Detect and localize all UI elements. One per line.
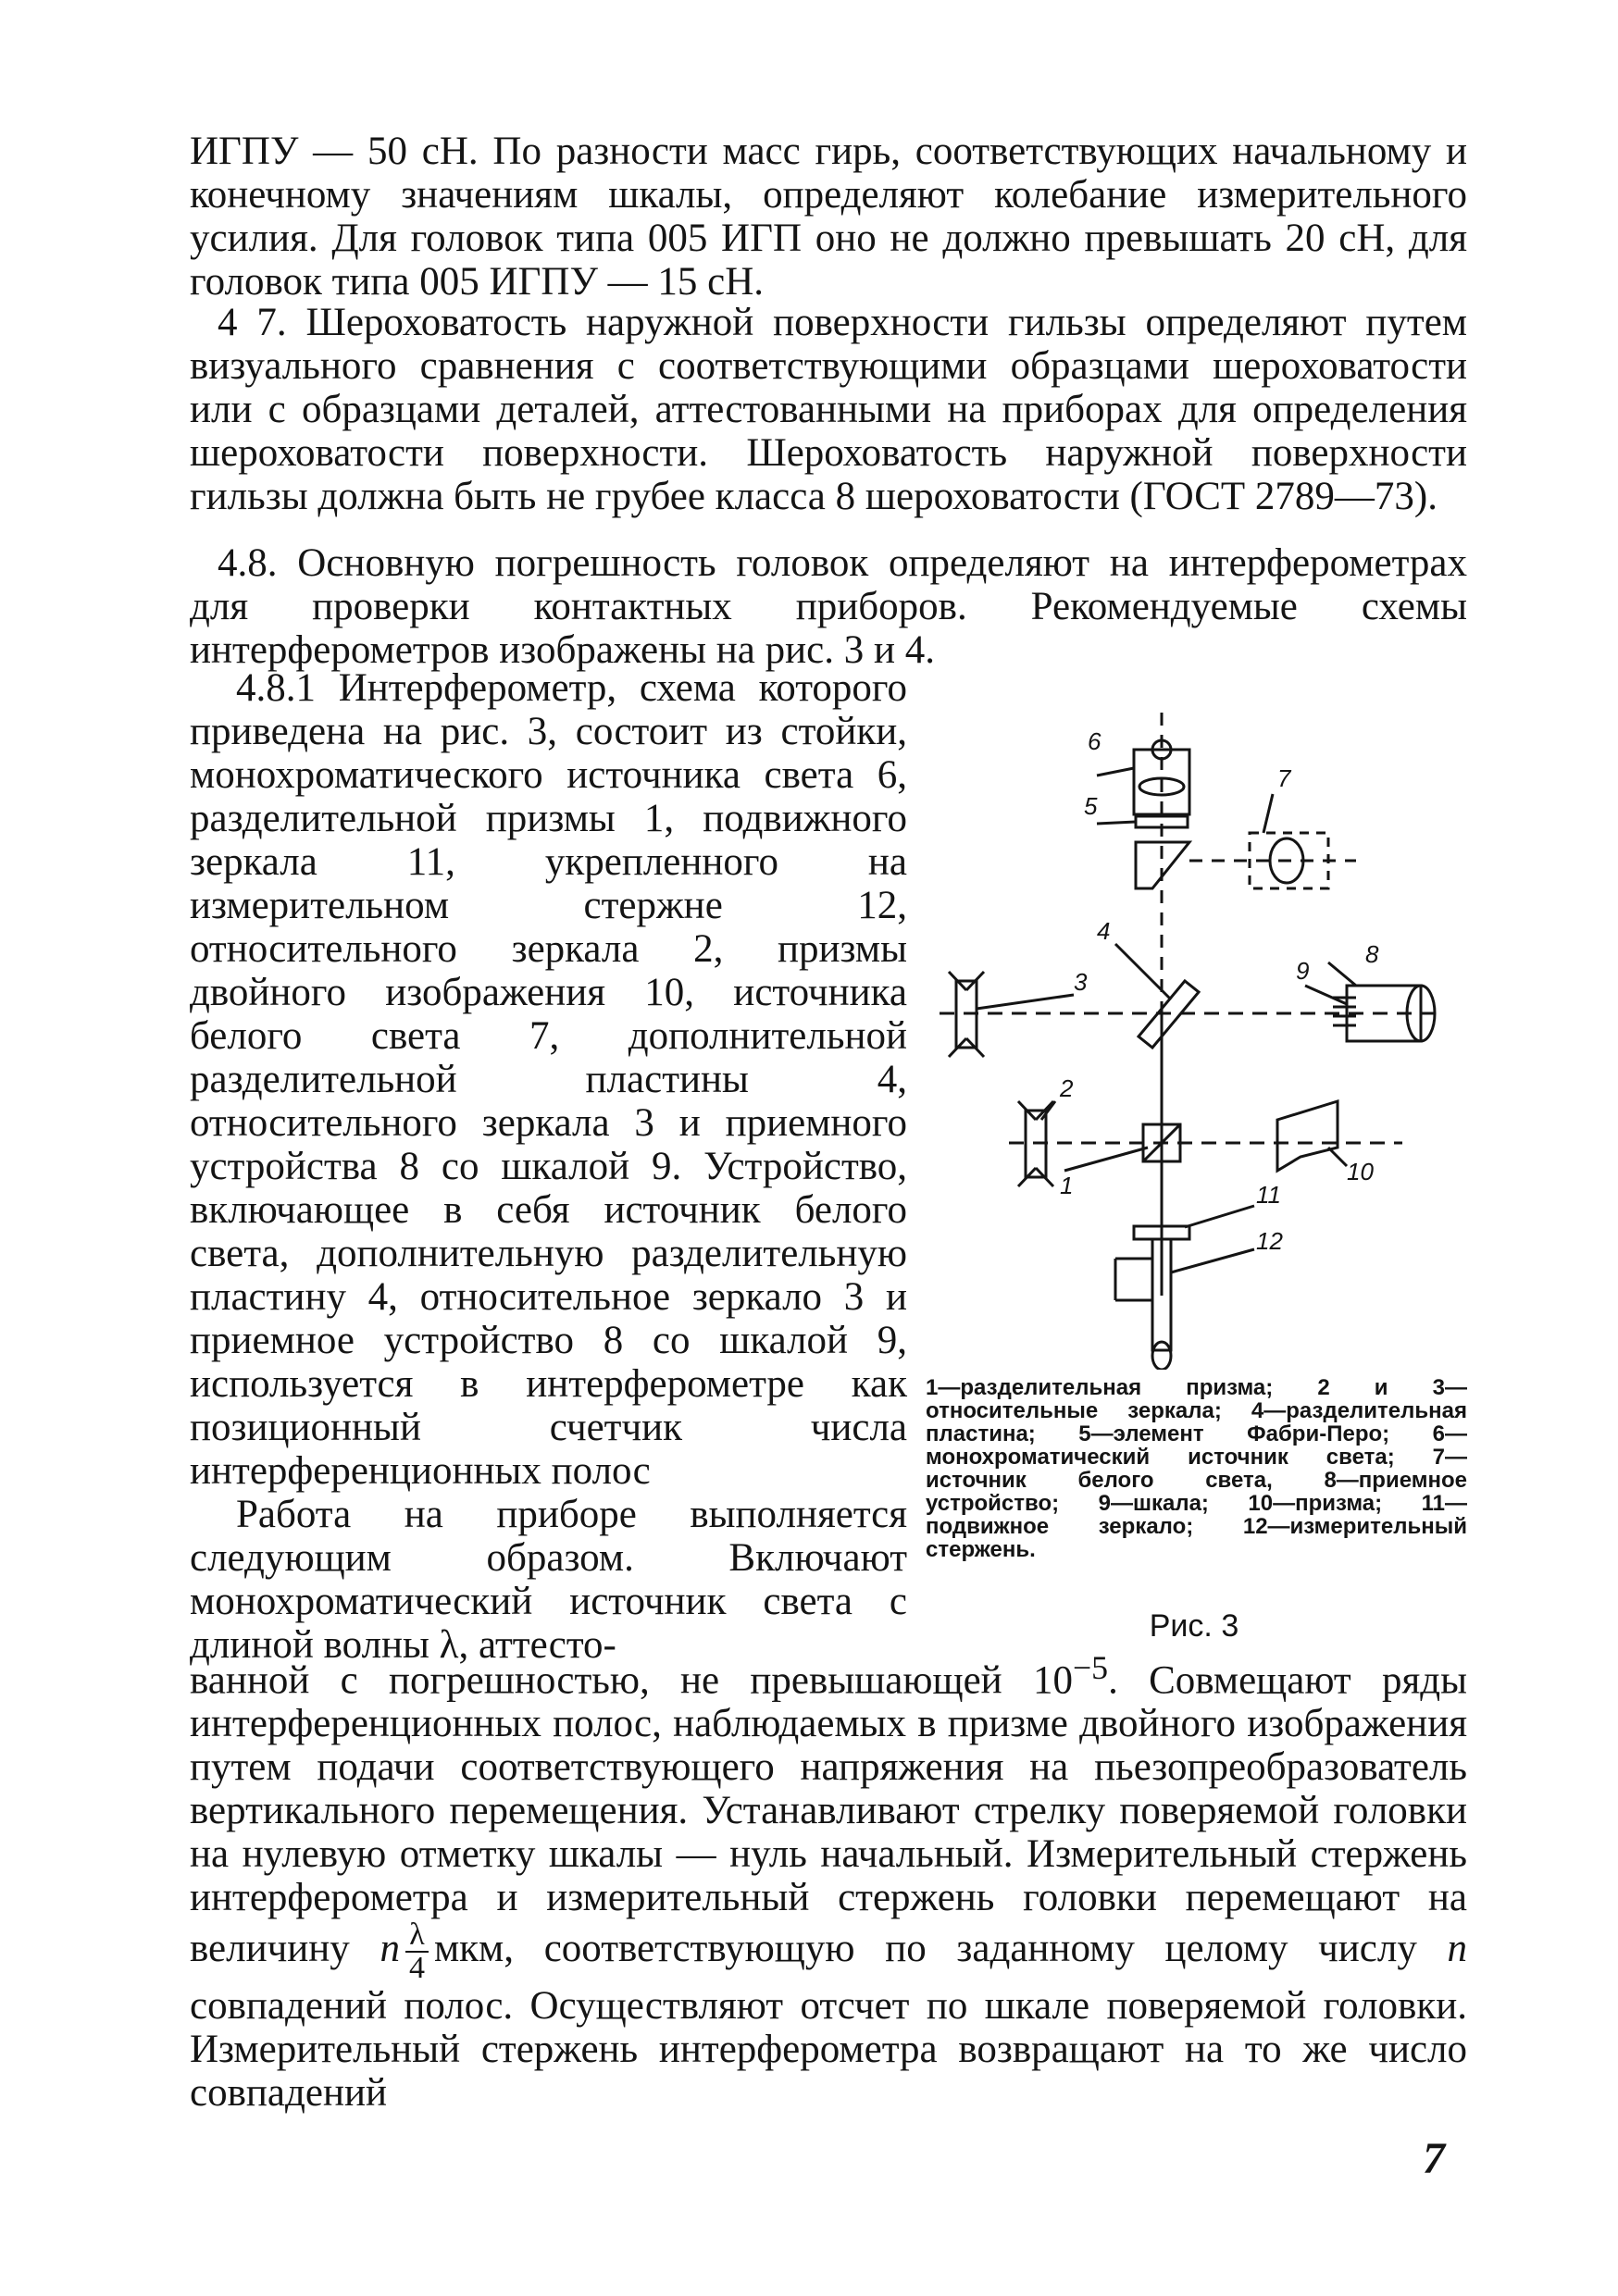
- leader-5: [1097, 822, 1136, 824]
- leader-3: [977, 995, 1074, 1009]
- variable-n: n: [1447, 1927, 1468, 1971]
- paragraph-measuring-force: [190, 130, 1467, 304]
- leader-10: [1328, 1148, 1347, 1166]
- paragraph-operation-continued: [190, 1646, 1467, 2115]
- interferometer-schematic: [921, 703, 1476, 1370]
- rod-tip: [1152, 1342, 1171, 1370]
- fraction-denominator: 4: [408, 1951, 425, 1986]
- paragraph-4-8-1-interferometer: [190, 666, 907, 1667]
- text-run: ванной с погрешностью, не превышающей 10: [190, 1658, 1073, 1703]
- figure-caption: 1—разделительная призма; 2 и 3—относительные зеркала; 4—разделительная пластина; 5—элемент Фабри-Перо; 6—монохроматический источник света; 7—источник белого света, 8—приемное устройство; 9—шкала; 10—призма; 11—подвижное зеркало; 12—измерительный стержень.: [926, 1375, 1467, 1562]
- paragraph-text: 4 7. Шероховатость наружной поверхности гильзы определяют путем визуального сравнения с соответствующими образцами шероховатости или с образцами деталей, аттестованными на приборах для определения шероховатости поверхности. Шероховатость наружной поверхности гильзы должна быть не грубее класса 8 шероховатости (ГОСТ 2789—73).: [190, 301, 1467, 518]
- label-12: 12: [1256, 1227, 1283, 1255]
- paragraph-text: [190, 1646, 1467, 2115]
- leader-1: [1064, 1148, 1148, 1171]
- label-6: 6: [1088, 727, 1101, 755]
- double-image-prism: [1277, 1101, 1338, 1171]
- paragraph-text: 4.8. Основную погрешность головок определяют на интерферометрах для проверки контактных приборов. Рекомендуемые схемы интерферометров изображены на рис. 3 и 4.: [190, 541, 1467, 672]
- fraction-lambda-over-4: [405, 1919, 429, 1984]
- label-8: 8: [1365, 940, 1379, 968]
- paragraph-4-8-error: [190, 541, 1467, 672]
- label-7: 7: [1277, 764, 1291, 792]
- leader-11: [1185, 1206, 1254, 1227]
- page-number: 7: [1423, 2134, 1445, 2183]
- label-10: 10: [1347, 1158, 1374, 1185]
- paragraph-text: ИГПУ — 50 сН. По разности масс гирь, соответствующих начальному и конечному значениям шкалы, определяют колебание измерительного усилия. Для головок типа 005 ИГП оно не должно превышать 20 сН, для головок типа 005 ИГПУ — 15 сН.: [190, 130, 1467, 304]
- label-11: 11: [1256, 1181, 1281, 1209]
- leader-9: [1305, 986, 1347, 1004]
- variable-n: n: [380, 1927, 400, 1971]
- figure-title: Рис. 3: [1149, 1608, 1239, 1644]
- fraction-numerator: λ: [405, 1919, 429, 1953]
- label-1: 1: [1060, 1172, 1074, 1199]
- text-run: . Совмещают ряды интерференционных полос, наблюдаемых в призме двойного изображения путем подачи соответствующего напряжения на пьезопреобразователь вертикального перемещения. Устанавливают стрелку поверяемой головки на нулевую отметку шкалы — нуль начальный. Измерительный стержень интерферометра и измерительный стержень головки перемещают на величину: [190, 1658, 1468, 1971]
- label-5: 5: [1084, 792, 1098, 820]
- leader-8: [1328, 962, 1356, 986]
- paragraph-operation-start: Работа на приборе выполняется следующим образом. Включают монохроматический источник света с длиной волны λ, аттесто-: [190, 1493, 907, 1667]
- label-3: 3: [1074, 968, 1088, 996]
- paragraph-text: 4.8.1 Интерферометр, схема которого приведена на рис. 3, состоит из стойки, монохроматического источника света 6, разделительной призмы 1, подвижного зеркала 11, укрепленного на измерительном стержне 12, относительного зеркала 2, призмы двойного изображения 10, источника белого света 7, дополнительной разделительной пластины 4, относительного зеркала 3 и приемного устройства 8 со шкалой 9. Устройство, включающее в себя источник белого света, дополнительную разделительную пластину 4, относительное зеркало 3 и приемное устройство 8 со шкалой 9, используется в интерферометре как позиционный счетчик числа интерференционных полос: [190, 666, 907, 1493]
- label-2: 2: [1060, 1074, 1074, 1102]
- leader-4: [1115, 944, 1171, 999]
- leader-12: [1171, 1249, 1254, 1272]
- text-run: совпадений полос. Осуществляют отсчет по шкале поверяемой головки. Измерительный стержень интерферометра возвращают на то же число совпадений: [190, 1984, 1467, 2116]
- leader-6: [1097, 768, 1134, 776]
- text-run: мкм, соответствующую по заданному целому числу: [433, 1927, 1417, 1971]
- label-4: 4: [1097, 917, 1111, 945]
- label-9: 9: [1296, 957, 1310, 985]
- superscript-exponent: −5: [1072, 1649, 1109, 1686]
- leader-7: [1263, 794, 1273, 833]
- paragraph-4-7-roughness: [190, 301, 1467, 518]
